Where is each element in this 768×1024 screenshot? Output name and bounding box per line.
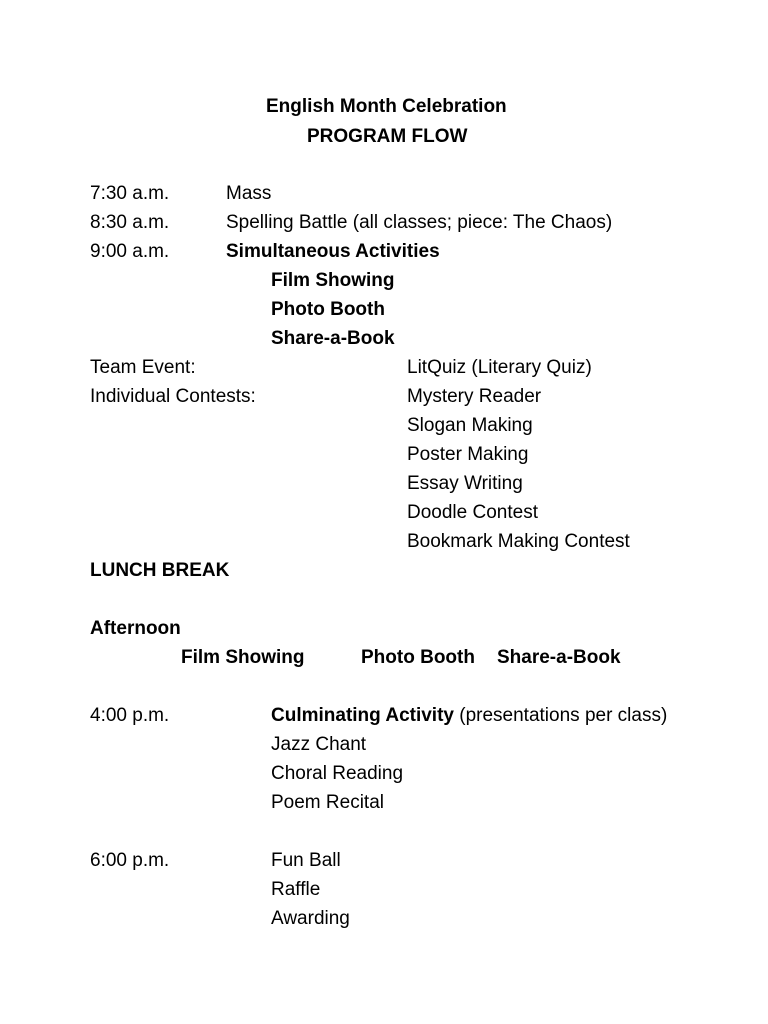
team-event-value: LitQuiz (Literary Quiz): [407, 357, 592, 378]
schedule-time: 8:30 a.m.: [90, 212, 170, 233]
schedule-time: 4:00 p.m.: [90, 705, 170, 726]
document-subtitle: PROGRAM FLOW: [307, 126, 468, 147]
schedule-time: 6:00 p.m.: [90, 850, 170, 871]
afternoon-item: Film Showing: [181, 647, 305, 668]
simultaneous-item: Film Showing: [271, 270, 395, 291]
individual-contest-item: Mystery Reader: [407, 386, 542, 407]
individual-contest-item: Essay Writing: [407, 473, 523, 494]
team-event-label: Team Event:: [90, 357, 196, 378]
culminating-activity-note: (presentations per class): [453, 705, 668, 726]
culminating-activity-line: [271, 706, 667, 725]
individual-contest-item: Slogan Making: [407, 415, 533, 436]
schedule-time: 9:00 a.m.: [90, 241, 170, 262]
schedule-activity: Mass: [226, 183, 272, 204]
culminating-item: Poem Recital: [271, 792, 384, 813]
afternoon-heading: Afternoon: [90, 618, 181, 639]
simultaneous-item: Share-a-Book: [271, 328, 395, 349]
individual-contest-item: Bookmark Making Contest: [407, 531, 630, 552]
individual-contests-label: Individual Contests:: [90, 386, 256, 407]
simultaneous-item: Photo Booth: [271, 299, 385, 320]
afternoon-item: Share-a-Book: [497, 647, 621, 668]
culminating-item: Choral Reading: [271, 763, 404, 784]
schedule-time: 7:30 a.m.: [90, 183, 170, 204]
afternoon-item: Photo Booth: [361, 647, 475, 668]
culminating-activity-title: Culminating Activity: [271, 705, 454, 726]
culminating-item: Jazz Chant: [271, 734, 367, 755]
schedule-activity: Spelling Battle (all classes; piece: The Chaos): [226, 212, 613, 233]
individual-contest-item: Poster Making: [407, 444, 529, 465]
lunch-break: LUNCH BREAK: [90, 560, 230, 581]
evening-item: Fun Ball: [271, 850, 341, 871]
evening-item: Raffle: [271, 879, 321, 900]
document-title: English Month Celebration: [266, 96, 507, 117]
evening-item: Awarding: [271, 908, 350, 929]
schedule-activity: Simultaneous Activities: [226, 241, 440, 262]
individual-contest-item: Doodle Contest: [407, 502, 538, 523]
